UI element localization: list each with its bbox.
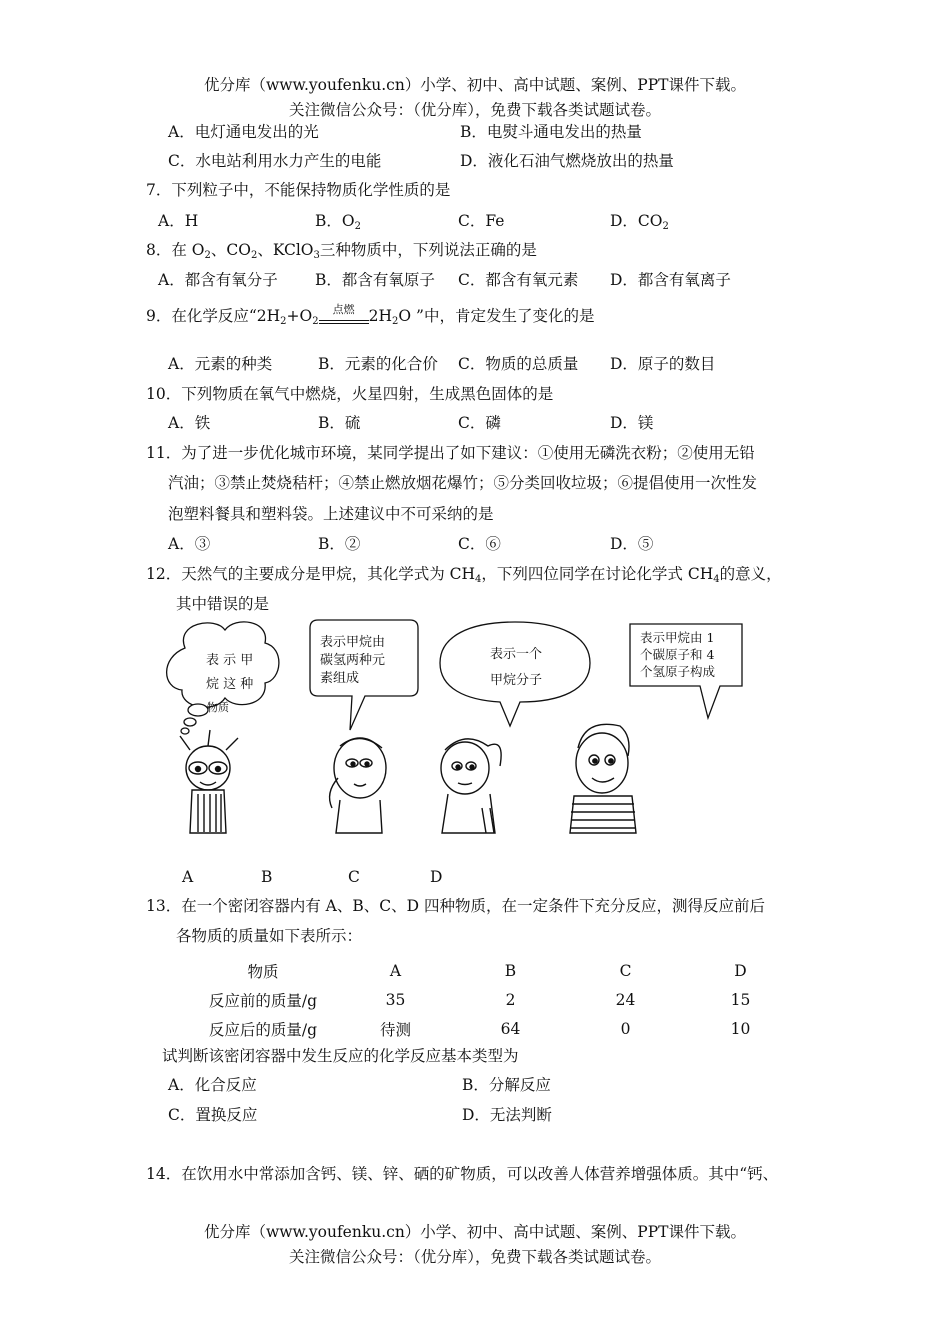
q13-option-c: C．置换反应 bbox=[168, 1106, 258, 1124]
q9-option-d: D．原子的数目 bbox=[610, 355, 716, 373]
q10-stem: 10．下列物质在氧气中燃烧，火星四射，生成黑色固体的是 bbox=[146, 385, 554, 403]
footer-line-1: 优分库（www.youfenku.cn）小学、初中、高中试题、案例、PPT课件下载。 bbox=[203, 1223, 747, 1241]
bubble-c-text-2: 甲烷分子 bbox=[490, 673, 543, 688]
q8-option-b: B．都含有氧原子 bbox=[315, 271, 435, 289]
q9-stem: 9．在化学反应“$2H_2+O_2$ 点燃 $2H_2O$ ”中，肯定发生了变化的是 bbox=[146, 303, 595, 327]
q11-option-d: D．⑤ bbox=[610, 535, 654, 553]
q8-stem: 8．在 $O_2$、$CO_2$、KClO$_3$三种物质中，下列说法正确的是 bbox=[146, 241, 537, 261]
table-cell: 24 bbox=[615, 990, 636, 1009]
bubble-d-text-1: 表示甲烷由 1 bbox=[640, 630, 715, 645]
table-header-cell: B bbox=[504, 961, 517, 980]
cartoon-illustration bbox=[160, 618, 716, 848]
bubble-b-text-2: 碳氢两种元 bbox=[320, 653, 386, 668]
q7-option-c: C．Fe bbox=[458, 212, 505, 230]
q6-option-d: D．液化石油气燃烧放出的热量 bbox=[460, 152, 674, 170]
q8-option-c: C．都含有氧元素 bbox=[458, 271, 579, 289]
q6-option-c: C．水电站利用水力产生的电能 bbox=[168, 152, 382, 170]
q8-option-a: A．都含有氧分子 bbox=[158, 271, 278, 289]
q9-option-b: B．元素的化合价 bbox=[318, 355, 438, 373]
q10-option-b: B．硫 bbox=[318, 414, 361, 432]
q7-option-a: A．H bbox=[158, 212, 199, 230]
table-cell: 64 bbox=[500, 1019, 521, 1038]
table-cell: 0 bbox=[620, 1019, 631, 1038]
q13-option-d: D．无法判断 bbox=[462, 1106, 552, 1124]
table-row bbox=[188, 985, 798, 1014]
q6-option-b: B．电熨斗通电发出的热量 bbox=[460, 123, 642, 141]
q11-line-3: 泡塑料餐具和塑料袋。上述建议中不可采纳的是 bbox=[168, 505, 494, 523]
q11-option-b: B．② bbox=[318, 535, 361, 553]
q7-option-d: D．$CO_2$ bbox=[610, 212, 669, 232]
q12-stem: 12．天然气的主要成分是甲烷，其化学式为 $CH_4$，下列四位同学在讨论化学式 $CH_4$的意义， bbox=[146, 565, 782, 585]
character-label-c: C bbox=[348, 868, 360, 886]
q13-option-b: B．分解反应 bbox=[462, 1076, 551, 1094]
q13-line-1: 13．在一个密闭容器内有 A、B、C、D 四种物质，在一定条件下充分反应，测得反应前后 bbox=[146, 897, 765, 915]
mass-table bbox=[188, 956, 798, 1043]
footer-line-2: 关注微信公众号：（优分库），免费下载各类试题试卷。 bbox=[288, 1248, 661, 1266]
bubble-c-text-1: 表示一个 bbox=[490, 647, 543, 662]
q11-option-a: A．③ bbox=[168, 535, 211, 553]
q10-option-a: A．铁 bbox=[168, 414, 211, 432]
q11-line-1: 11．为了进一步优化城市环境，某同学提出了如下建议：①使用无磷洗衣粉；②使用无铅 bbox=[146, 444, 755, 462]
q10-option-d: D．镁 bbox=[610, 414, 654, 432]
header-line-1: 优分库（www.youfenku.cn）小学、初中、高中试题、案例、PPT课件下载。 bbox=[203, 76, 747, 94]
q9-option-c: C．物质的总质量 bbox=[458, 355, 579, 373]
q13-question: 试判断该密闭容器中发生反应的化学反应基本类型为 bbox=[162, 1047, 519, 1065]
table-header-cell: A bbox=[389, 961, 402, 980]
table-cell: 待测 bbox=[379, 1020, 411, 1039]
character-label-b: B bbox=[261, 868, 273, 886]
q11-option-c: C．⑥ bbox=[458, 535, 501, 553]
header-line-2: 关注微信公众号：（优分库），免费下载各类试题试卷。 bbox=[288, 101, 661, 119]
q14-line-1: 14．在饮用水中常添加含钙、镁、锌、硒的矿物质，可以改善人体营养增强体质。其中“钙、 bbox=[146, 1165, 779, 1183]
character-d bbox=[570, 724, 636, 833]
table-header-cell: D bbox=[734, 961, 747, 980]
q9-option-a: A．元素的种类 bbox=[168, 355, 273, 373]
bubble-d-text-3: 个氢原子构成 bbox=[640, 664, 716, 679]
table-row bbox=[188, 1014, 798, 1043]
table-cell: 10 bbox=[730, 1019, 751, 1038]
bubble-d-text-2: 个碳原子和 4 bbox=[640, 647, 715, 662]
bubble-a-text-1: 表 示 甲 bbox=[206, 653, 254, 668]
reaction-condition: 点燃 bbox=[319, 306, 369, 326]
q11-line-2: 汽油；③禁止焚烧秸杆；④禁止燃放烟花爆竹；⑤分类回收垃圾；⑥提倡使用一次性发 bbox=[168, 474, 758, 492]
q13-option-a: A．化合反应 bbox=[168, 1076, 257, 1094]
table-cell: 反应前的质量/g bbox=[208, 991, 318, 1010]
bubble-b-text-3: 素组成 bbox=[320, 671, 360, 686]
q12-line-2: 其中错误的是 bbox=[176, 595, 270, 613]
bubble-b-text-1: 表示甲烷由 bbox=[320, 635, 386, 650]
q6-option-a: A．电灯通电发出的光 bbox=[168, 123, 319, 141]
q13-line-2: 各物质的质量如下表所示： bbox=[176, 927, 363, 945]
table-cell: 2 bbox=[505, 990, 516, 1009]
q7-option-b: B．$O_2$ bbox=[315, 212, 361, 232]
character-label-d: D bbox=[430, 868, 443, 886]
table-header-cell: C bbox=[619, 961, 632, 980]
bubble-a-text-3: 物质 bbox=[207, 701, 229, 714]
character-label-a: A bbox=[182, 868, 194, 886]
table-cell: 35 bbox=[385, 990, 406, 1009]
q7-stem: 7．下列粒子中，不能保持物质化学性质的是 bbox=[146, 181, 451, 199]
q8-option-d: D．都含有氧离子 bbox=[610, 271, 731, 289]
character-b bbox=[330, 738, 386, 833]
table-header-row bbox=[188, 956, 798, 985]
q10-option-c: C．磷 bbox=[458, 414, 501, 432]
table-cell: 反应后的质量/g bbox=[208, 1020, 318, 1039]
character-c bbox=[441, 739, 501, 833]
table-cell: 15 bbox=[730, 990, 751, 1009]
bubble-a-text-2: 烷 这 种 bbox=[206, 677, 254, 692]
table-header-cell: 物质 bbox=[247, 962, 279, 981]
character-a bbox=[180, 730, 238, 833]
